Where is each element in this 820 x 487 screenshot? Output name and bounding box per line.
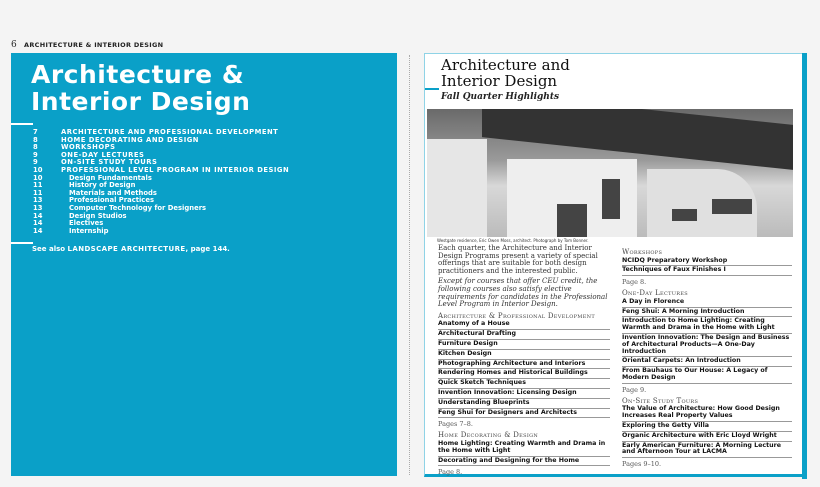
page-gutter <box>409 55 410 475</box>
toc-page: 9 <box>33 150 38 159</box>
course-item[interactable]: Techniques of Faux Finishes I <box>622 266 792 276</box>
title-line: Interior Design <box>31 87 251 116</box>
title-line: Architecture & <box>31 60 245 89</box>
section-heading: One-Day Lectures <box>622 289 688 298</box>
see-also-prefix: See also <box>32 245 68 253</box>
course-item[interactable]: NCIDQ Preparatory Workshop <box>622 257 792 267</box>
toc-page: 8 <box>33 135 38 144</box>
column-right <box>622 245 792 468</box>
intro-text: Each quarter, the Architecture and Interior Design Programs present a variety of special offerings that are suitable for both design practitioners and the interested public. <box>438 244 598 275</box>
building-photo <box>427 109 793 237</box>
course-item[interactable]: Invention Innovation: Licensing Design <box>438 389 610 399</box>
section-title: ARCHITECTURE & INTERIOR DESIGN <box>24 41 164 49</box>
toc-title: HOME DECORATING AND DESIGN <box>61 135 199 144</box>
course-item[interactable]: Organic Architecture with Eric Lloyd Wright <box>622 432 792 442</box>
page-reference: Page 9. <box>622 385 647 394</box>
toc-page: 11 <box>33 188 43 197</box>
course-item[interactable]: Oriental Carpets: An Introduction <box>622 357 792 367</box>
title-line: Architecture and <box>441 56 570 74</box>
course-item[interactable]: Introduction to Home Lighting: Creating Warmth and Drama in the Home with Light <box>622 317 792 334</box>
toc-title: Professional Practices <box>69 196 154 205</box>
toc-title: Computer Technology for Designers <box>69 203 207 212</box>
page-reference: Page 8. <box>438 468 463 477</box>
course-item[interactable]: Understanding Blueprints <box>438 399 610 409</box>
toc-title: PROFESSIONAL LEVEL PROGRAM IN INTERIOR DESIGN <box>61 165 290 174</box>
toc-title: Electives <box>69 219 104 228</box>
divider <box>11 123 33 125</box>
course-item[interactable]: Quick Sketch Techniques <box>438 379 610 389</box>
toc-title: ON-SITE STUDY TOURS <box>61 158 158 167</box>
page-reference: Pages 7–8. <box>438 420 473 429</box>
see-also-link[interactable]: LANDSCAPE ARCHITECTURE <box>67 245 186 253</box>
page-reference: Pages 9–10. <box>622 460 662 469</box>
page-number: 6 <box>11 40 18 50</box>
toc-page: 13 <box>33 196 43 205</box>
course-item[interactable]: Rendering Homes and Historical Buildings <box>438 369 610 379</box>
title-accent <box>425 88 439 90</box>
toc-title: Internship <box>69 226 109 235</box>
toc-page: 8 <box>33 143 38 152</box>
course-item[interactable]: Photographing Architecture and Interiors <box>438 360 610 370</box>
title-line: Interior Design <box>441 72 558 90</box>
toc-page: 14 <box>33 219 43 228</box>
column-left <box>438 245 610 476</box>
toc-title: History of Design <box>69 181 136 190</box>
page-subtitle: Fall Quarter Highlights <box>441 92 560 102</box>
course-item[interactable]: Decorating and Designing for the Home <box>438 457 610 467</box>
see-also <box>32 245 230 253</box>
toc-page: 13 <box>33 203 43 212</box>
course-item[interactable]: Exploring the Getty Villa <box>622 422 792 432</box>
toc-title: Design Fundamentals <box>69 173 152 182</box>
course-item[interactable]: Feng Shui for Designers and Architects <box>438 409 610 419</box>
accent-bar <box>802 53 807 479</box>
toc-title: Design Studios <box>69 211 127 220</box>
section-heading: Workshops <box>622 248 663 256</box>
toc-panel <box>11 53 397 476</box>
toc-title: ONE-DAY LECTURES <box>61 150 145 159</box>
course-item[interactable]: Invention Innovation: The Design and Business of Architectural Products—A One-Day Introduction <box>622 334 792 357</box>
table-of-contents <box>33 129 289 235</box>
toc-title: ARCHITECTURE AND PROFESSIONAL DEVELOPMENT <box>61 128 279 136</box>
section-heading: On-Site Study Tours <box>622 396 699 405</box>
course-item[interactable]: Home Lighting: Creating Warmth and Drama in the Home with Light <box>438 440 610 457</box>
see-also-suffix: , page 144. <box>185 245 230 253</box>
course-item[interactable]: Architectural Drafting <box>438 330 610 340</box>
page-title <box>441 57 570 89</box>
toc-title: WORKSHOPS <box>61 143 116 152</box>
toc-page: 14 <box>33 226 43 235</box>
photo-caption: Westgate residence, Eric Owen Moss, architect. Photograph by Tom Bonner. <box>437 238 589 243</box>
course-item[interactable]: From Bauhaus to Our House: A Legacy of Modern Design <box>622 367 792 384</box>
toc-page: 7 <box>33 128 38 136</box>
course-item[interactable]: The Value of Architecture: How Good Design Increases Real Property Values <box>622 405 792 422</box>
toc-title: Materials and Methods <box>69 188 157 197</box>
toc-page: 10 <box>33 165 43 174</box>
highlights-page <box>424 53 805 477</box>
page-reference: Page 8. <box>622 278 647 287</box>
section-heading: Architecture & Professional Development <box>438 311 595 320</box>
toc-entry[interactable] <box>33 228 289 236</box>
toc-page: 11 <box>33 181 43 190</box>
running-header <box>11 40 163 50</box>
course-item[interactable]: A Day in Florence <box>622 298 792 308</box>
section-heading: Home Decorating & Design <box>438 431 539 440</box>
course-item[interactable]: Anatomy of a House <box>438 320 610 330</box>
course-item[interactable]: Kitchen Design <box>438 350 610 360</box>
course-item[interactable]: Early American Furniture: A Morning Lecture and Afternoon Tour at LACMA <box>622 442 792 459</box>
divider <box>11 242 33 244</box>
course-item[interactable]: Furniture Design <box>438 340 610 350</box>
toc-page: 14 <box>33 211 43 220</box>
panel-title <box>31 61 250 115</box>
toc-page: 9 <box>33 158 38 167</box>
toc-page: 10 <box>33 173 43 182</box>
course-item[interactable]: Feng Shui: A Morning Introduction <box>622 308 792 318</box>
note-text: Except for courses that offer CEU credit, the following courses also satisfy elective requirements for candidates in the Professional Level Program in Interior Design. <box>438 277 608 309</box>
